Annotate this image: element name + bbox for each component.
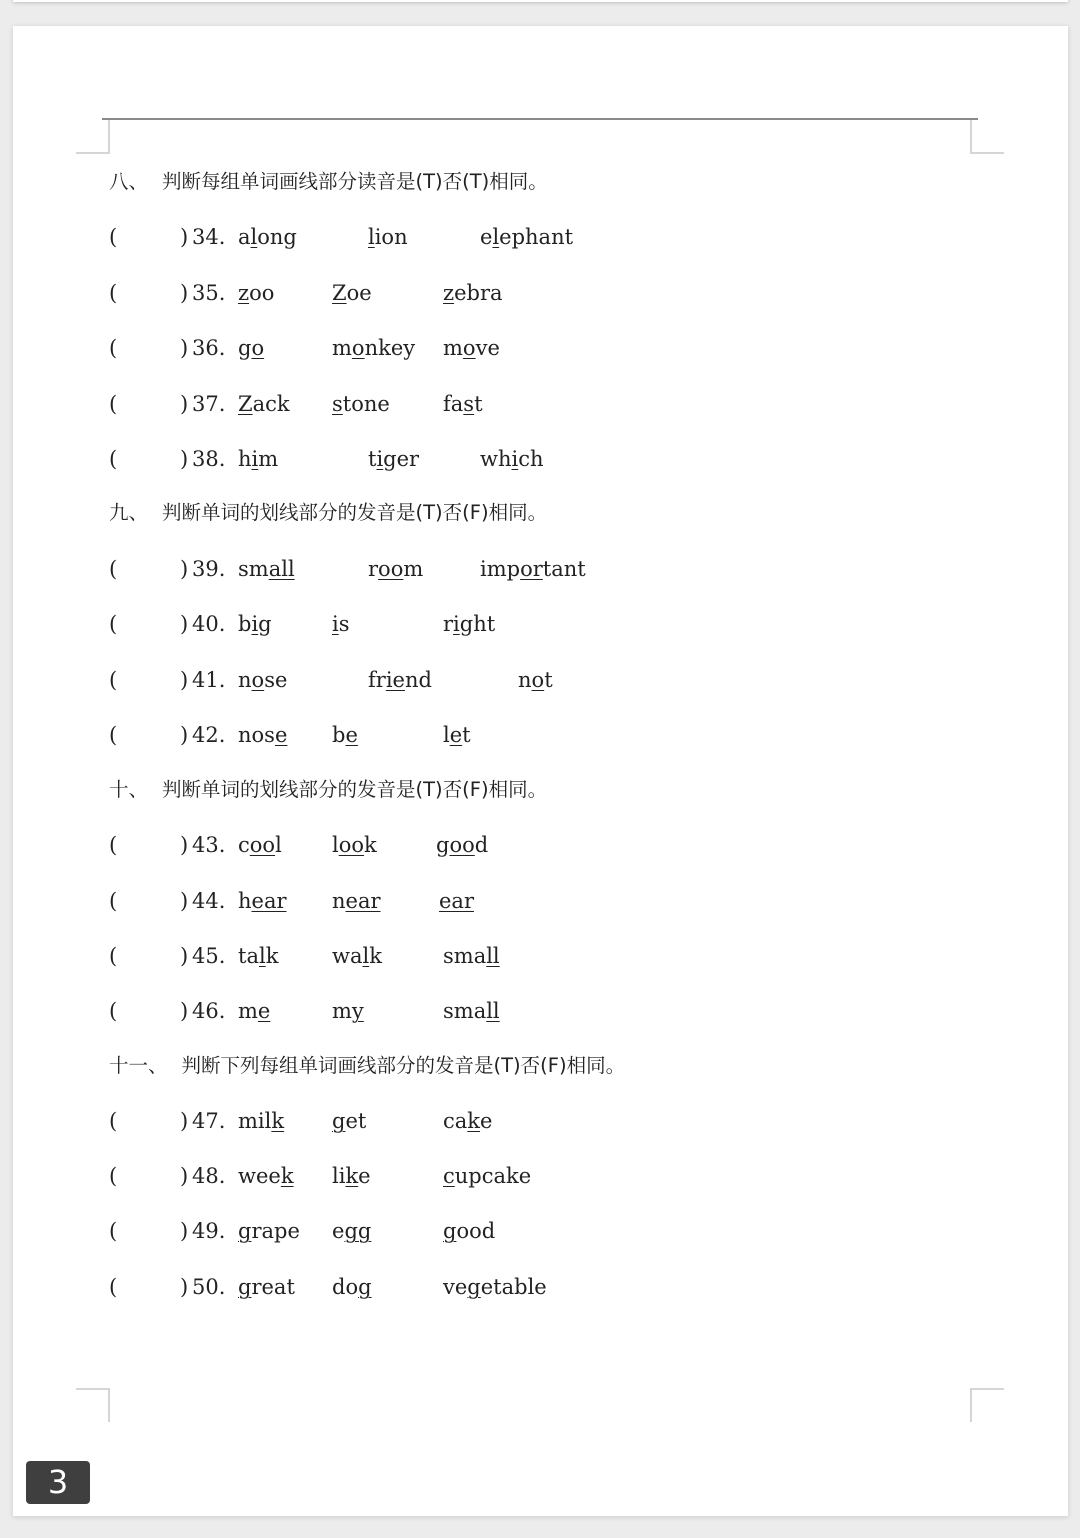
word-suffix: ong (257, 225, 297, 249)
word-prefix: n (518, 668, 532, 692)
underlined-letters: ie (385, 668, 405, 692)
word-option (238, 443, 278, 475)
underlined-letters: e (257, 999, 271, 1023)
question-row (109, 995, 969, 1027)
underlined-letters: i (453, 612, 460, 636)
word-option (439, 885, 474, 917)
underlined-letters: e (345, 723, 358, 747)
word-suffix: ger (383, 447, 420, 471)
underlined-letters: ear (439, 889, 474, 913)
underlined-letters: z (443, 281, 455, 305)
question-number: 37. (192, 392, 226, 416)
answer-blank-open[interactable]: ( (109, 1219, 118, 1243)
section-heading (109, 166, 548, 198)
underlined-letters: g (358, 1275, 372, 1299)
underlined-letters: all (268, 557, 295, 581)
underlined-letters: l (368, 225, 375, 249)
word-option (238, 1215, 300, 1247)
answer-blank-close: ) (180, 1164, 189, 1188)
underlined-letters: k (280, 1164, 294, 1188)
answer-blank-open[interactable]: ( (109, 1275, 118, 1299)
underlined-letters: k (345, 1164, 359, 1188)
underlined-letters: ear (345, 889, 381, 913)
underlined-letters: g (238, 1219, 252, 1243)
underlined-letters: e (449, 723, 463, 747)
answer-blank-open[interactable]: ( (109, 557, 118, 581)
section-title: 判断单词的划线部分的发音是(T)否(F)相同。 (162, 501, 548, 524)
question-number: 47. (192, 1109, 226, 1133)
word-prefix: m (332, 999, 352, 1023)
word-prefix: h (238, 447, 252, 471)
section-heading (109, 497, 547, 529)
word-option (238, 940, 278, 972)
question-number: 45. (192, 944, 226, 968)
section-number: 十一、 (109, 1054, 168, 1077)
word-suffix: e (358, 1164, 371, 1188)
question-row (109, 553, 969, 585)
word-option (443, 1215, 495, 1247)
question-row (109, 1271, 969, 1303)
word-option (332, 388, 390, 420)
underlined-letters: ll (486, 999, 500, 1023)
question-number: 34. (192, 225, 226, 249)
underlined-letters: g (238, 1275, 252, 1299)
underlined-letters: oo (249, 833, 276, 857)
word-option (332, 940, 382, 972)
word-suffix: ack (252, 392, 290, 416)
question-row (109, 719, 969, 751)
word-option (332, 995, 364, 1027)
underlined-letters: l (362, 944, 370, 968)
word-prefix: e (332, 1219, 345, 1243)
crop-mark-top-left (76, 120, 110, 154)
word-option (443, 332, 500, 364)
underlined-letters: o (531, 668, 545, 692)
document-page (13, 26, 1068, 1516)
underlined-letters: o (462, 336, 476, 360)
word-option (238, 388, 290, 420)
answer-blank-close: ) (180, 833, 189, 857)
word-option (332, 1215, 371, 1247)
question-number: 40. (192, 612, 226, 636)
word-prefix: fa (443, 392, 464, 416)
word-prefix: wa (332, 944, 363, 968)
answer-blank-open[interactable]: ( (109, 833, 118, 857)
word-option (332, 277, 372, 309)
question-row (109, 388, 969, 420)
question-number: 50. (192, 1275, 226, 1299)
underlined-letters: Z (332, 281, 347, 305)
word-prefix: t (368, 447, 377, 471)
word-option (238, 719, 287, 751)
underlined-letters: z (238, 281, 250, 305)
word-prefix: r (443, 612, 454, 636)
question-row (109, 664, 969, 696)
underlined-letters: c (443, 1164, 455, 1188)
answer-blank-open[interactable]: ( (109, 447, 118, 471)
word-option (238, 1271, 295, 1303)
section-heading (109, 1050, 625, 1082)
word-option (443, 1160, 531, 1192)
underlined-letters: gg (344, 1219, 372, 1243)
word-option (480, 553, 586, 585)
answer-blank-close: ) (180, 1275, 189, 1299)
word-suffix: upcake (454, 1164, 532, 1188)
section-number: 九、 (109, 501, 149, 524)
section-title: 判断下列每组单词画线部分的发音是(T)否(F)相同。 (181, 1054, 626, 1077)
answer-blank-open[interactable]: ( (109, 281, 118, 305)
word-prefix: fr (368, 668, 386, 692)
word-prefix: b (332, 723, 346, 747)
word-option (443, 1271, 547, 1303)
word-option (436, 829, 488, 861)
word-prefix: n (332, 889, 346, 913)
word-prefix: l (332, 833, 339, 857)
question-number: 35. (192, 281, 226, 305)
underlined-letters: oo (338, 833, 365, 857)
word-suffix: m (258, 447, 279, 471)
answer-blank-open[interactable]: ( (109, 944, 118, 968)
question-row (109, 1105, 969, 1137)
word-suffix: l (275, 833, 282, 857)
section-number: 十、 (109, 778, 149, 801)
crop-mark-bottom-right (970, 1388, 1004, 1422)
word-prefix: wee (238, 1164, 281, 1188)
underlined-letters: o (351, 336, 365, 360)
word-prefix: h (238, 889, 252, 913)
answer-blank-open[interactable]: ( (109, 1164, 118, 1188)
word-prefix: g (238, 336, 252, 360)
underlined-letters: oo (449, 833, 475, 857)
word-suffix: ght (459, 612, 496, 636)
word-prefix: m (238, 999, 258, 1023)
word-suffix: k (364, 833, 377, 857)
question-number: 44. (192, 889, 226, 913)
word-suffix: oo (249, 281, 275, 305)
word-suffix: ve (475, 336, 500, 360)
word-suffix: tone (342, 392, 390, 416)
word-prefix: l (443, 723, 450, 747)
underlined-letters: or (520, 557, 543, 581)
question-row (109, 829, 969, 861)
header-rule (102, 118, 978, 120)
word-prefix: ta (238, 944, 259, 968)
word-suffix: t (474, 392, 483, 416)
word-suffix: s (338, 612, 350, 636)
word-option (238, 885, 287, 917)
answer-blank-close: ) (180, 225, 189, 249)
word-prefix: r (368, 557, 379, 581)
underlined-letters: k (271, 1109, 285, 1133)
underlined-letters: s (332, 392, 343, 416)
word-option (443, 1105, 492, 1137)
word-option (518, 664, 553, 696)
word-suffix: k (265, 944, 279, 968)
word-suffix: k (369, 944, 382, 968)
underlined-letters: i (251, 612, 259, 636)
word-prefix: sm (238, 557, 269, 581)
answer-blank-close: ) (180, 1109, 189, 1133)
word-prefix: sma (443, 999, 487, 1023)
word-option (332, 719, 358, 751)
word-suffix: ch (518, 447, 544, 471)
underlined-letters: Z (238, 392, 253, 416)
question-number: 49. (192, 1219, 226, 1243)
word-suffix: oe (346, 281, 372, 305)
underlined-letters: s (463, 392, 475, 416)
answer-blank-close: ) (180, 612, 189, 636)
word-option (238, 995, 270, 1027)
word-option (368, 553, 423, 585)
question-number: 48. (192, 1164, 226, 1188)
crop-mark-top-right (970, 120, 1004, 154)
word-suffix: nd (404, 668, 432, 692)
question-number: 46. (192, 999, 226, 1023)
word-suffix: ebra (454, 281, 503, 305)
word-suffix: t (544, 668, 553, 692)
word-prefix: do (332, 1275, 359, 1299)
underlined-letters: ear (251, 889, 287, 913)
word-option (332, 829, 377, 861)
crop-mark-bottom-left (76, 1388, 110, 1422)
answer-blank-open[interactable]: ( (109, 723, 118, 747)
question-number: 36. (192, 336, 226, 360)
word-suffix: e (480, 1109, 493, 1133)
answer-blank-open[interactable]: ( (109, 392, 118, 416)
word-suffix: t (462, 723, 471, 747)
question-number: 38. (192, 447, 226, 471)
answer-blank-open[interactable]: ( (109, 999, 118, 1023)
underlined-letters: oo (378, 557, 404, 581)
word-option (238, 1160, 294, 1192)
word-option (332, 1271, 372, 1303)
question-row (109, 221, 969, 253)
question-row (109, 1160, 969, 1192)
word-prefix: li (332, 1164, 346, 1188)
section-title: 判断单词的划线部分的发音是(T)否(F)相同。 (162, 778, 548, 801)
answer-blank-close: ) (180, 668, 189, 692)
word-prefix: wh (480, 447, 512, 471)
word-option (368, 443, 419, 475)
underlined-letters: g (332, 1109, 346, 1133)
question-row (109, 1215, 969, 1247)
word-suffix: rape (251, 1219, 300, 1243)
word-option (443, 940, 500, 972)
word-prefix: nos (238, 723, 275, 747)
question-row (109, 885, 969, 917)
word-option (368, 664, 432, 696)
word-option (332, 885, 381, 917)
question-row (109, 608, 969, 640)
underlined-letters: i (511, 447, 519, 471)
word-option (332, 608, 350, 640)
answer-blank-open[interactable]: ( (109, 225, 118, 249)
word-suffix: ood (456, 1219, 496, 1243)
question-row (109, 277, 969, 309)
word-option (238, 829, 282, 861)
word-option (238, 1105, 284, 1137)
word-prefix: n (238, 668, 252, 692)
word-prefix: a (238, 225, 251, 249)
word-prefix: c (238, 833, 250, 857)
word-option (238, 664, 287, 696)
answer-blank-open[interactable]: ( (109, 612, 118, 636)
word-option (480, 221, 573, 253)
word-option (443, 277, 503, 309)
question-row (109, 940, 969, 972)
word-suffix: m (403, 557, 424, 581)
answer-blank-close: ) (180, 723, 189, 747)
word-prefix: imp (480, 557, 521, 581)
word-suffix: etable (480, 1275, 547, 1299)
answer-blank-close: ) (180, 944, 189, 968)
underlined-letters: e (274, 723, 288, 747)
word-prefix: b (238, 612, 252, 636)
answer-blank-open[interactable]: ( (109, 668, 118, 692)
question-number: 42. (192, 723, 226, 747)
answer-blank-open[interactable]: ( (109, 1109, 118, 1133)
word-prefix: ve (443, 1275, 468, 1299)
underlined-letters: k (467, 1109, 481, 1133)
word-option (443, 995, 500, 1027)
word-suffix: se (264, 668, 288, 692)
word-suffix: d (474, 833, 489, 857)
word-option (332, 332, 415, 364)
page-number-badge: 3 (26, 1461, 90, 1504)
underlined-letters: g (467, 1275, 481, 1299)
word-option (443, 388, 483, 420)
underlined-letters: i (251, 447, 259, 471)
section-heading (109, 774, 547, 806)
word-suffix: tant (542, 557, 586, 581)
word-prefix: m (443, 336, 463, 360)
answer-blank-open[interactable]: ( (109, 336, 118, 360)
word-prefix: ca (443, 1109, 468, 1133)
word-suffix: reat (251, 1275, 295, 1299)
word-prefix: m (332, 336, 352, 360)
word-option (238, 277, 274, 309)
word-suffix: ephant (499, 225, 574, 249)
answer-blank-close: ) (180, 281, 189, 305)
answer-blank-close: ) (180, 447, 189, 471)
word-option (332, 1160, 371, 1192)
answer-blank-close: ) (180, 889, 189, 913)
answer-blank-close: ) (180, 392, 189, 416)
question-row (109, 332, 969, 364)
underlined-letters: o (251, 336, 265, 360)
underlined-letters: l (250, 225, 258, 249)
underlined-letters: g (443, 1219, 457, 1243)
underlined-letters: l (492, 225, 500, 249)
underlined-letters: i (332, 612, 339, 636)
answer-blank-close: ) (180, 557, 189, 581)
question-number: 41. (192, 668, 226, 692)
underlined-letters: i (376, 447, 384, 471)
answer-blank-close: ) (180, 999, 189, 1023)
answer-blank-open[interactable]: ( (109, 889, 118, 913)
word-option (368, 221, 408, 253)
word-option (480, 443, 544, 475)
answer-blank-close: ) (180, 1219, 189, 1243)
word-prefix: g (436, 833, 450, 857)
question-number: 43. (192, 833, 226, 857)
word-prefix: sma (443, 944, 487, 968)
section-title: 判断每组单词画线部分读音是(T)否(T)相同。 (162, 170, 548, 193)
underlined-letters: ll (486, 944, 500, 968)
answer-blank-close: ) (180, 336, 189, 360)
section-number: 八、 (109, 170, 149, 193)
word-option (238, 221, 297, 253)
word-option (238, 608, 272, 640)
word-option (443, 608, 495, 640)
word-suffix: nkey (364, 336, 416, 360)
word-option (238, 332, 264, 364)
word-option (332, 1105, 366, 1137)
underlined-letters: o (251, 668, 265, 692)
question-number: 39. (192, 557, 226, 581)
word-suffix: ion (374, 225, 408, 249)
underlined-letters: l (258, 944, 266, 968)
word-prefix: mil (238, 1109, 272, 1133)
word-prefix: e (480, 225, 493, 249)
question-row (109, 443, 969, 475)
word-option (443, 719, 471, 751)
word-suffix: g (258, 612, 272, 636)
word-option (238, 553, 295, 585)
underlined-letters: y (351, 999, 364, 1023)
previous-page-edge (13, 0, 1068, 2)
word-suffix: et (345, 1109, 367, 1133)
